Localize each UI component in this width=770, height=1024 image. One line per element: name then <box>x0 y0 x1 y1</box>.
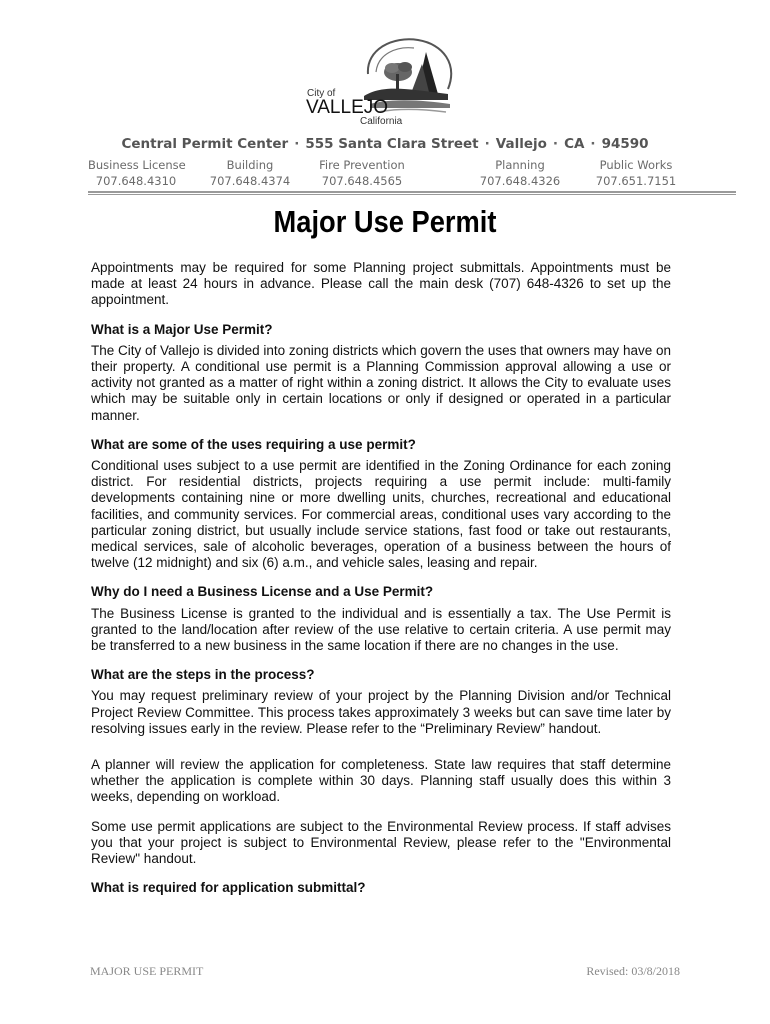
dept-public-works <box>588 157 684 189</box>
dept-phone: 707.648.4565 <box>321 174 403 188</box>
section-heading: What are the steps in the process? <box>91 667 315 683</box>
dept-phone: 707.648.4326 <box>479 174 561 188</box>
section-paragraph: Conditional uses subject to a use permit are identified in the Zoning Ordinance for each zoning district. For residential districts, projects requiring a use permit include: multi-family developments containing nine or more dwelling units, churches, recreational and educational facilities, and community services. For commercial areas, conditional uses vary according to the particular zoning district, but usually include service stations, fast food or take out restaurants, medical services, sale of alcoholic beverages, operation of a business between the hours of twelve (12 midnight) and six (6) a.m., and vehicle sales, leasing and repair. <box>91 458 671 571</box>
intro-paragraph: Appointments may be required for some Planning project submittals. Appointments must be made at least 24 hours in advance. Please call the main desk (707) 648-4326 to set up the appointment. <box>91 260 671 308</box>
separator: · <box>552 136 559 152</box>
separator: · <box>590 136 596 152</box>
dept-phone: 707.648.4310 <box>95 174 177 188</box>
section-paragraph: Some use permit applications are subject to the Environmental Review process. If staff advises you that your project is subject to Environmental Review, please refer to the "Environmental Review" handout. <box>91 818 671 867</box>
dept-business-license <box>88 157 184 189</box>
center-state: CA <box>564 136 585 152</box>
section-heading: What is a Major Use Permit? <box>91 321 273 337</box>
center-name: Central Permit Center <box>121 136 289 152</box>
dept-name: Business License <box>88 158 186 172</box>
header-divider <box>88 191 736 195</box>
section-heading: What are some of the uses requiring a use permit? <box>91 436 416 452</box>
document-title: Major Use Permit <box>273 204 497 239</box>
dept-name: Public Works <box>599 158 673 172</box>
footer-document-name: MAJOR USE PERMIT <box>90 964 204 978</box>
section-heading: Why do I need a Business License and a Use Permit? <box>91 584 434 600</box>
section-paragraph: The City of Vallejo is divided into zoning districts which govern the uses that owners may have on their property. A conditional use permit is a Planning Commission approval allowing a use or activity not granted as a matter of right within a zoning district. It allows the City to evaluate uses which may be suitable only in certain locations or only if designed or operated in a particular manner. <box>91 342 671 423</box>
footer-revised-date: Revised: 03/8/2018 <box>586 964 680 978</box>
separator: · <box>294 136 300 152</box>
dept-building <box>202 157 298 189</box>
dept-fire-prevention <box>312 157 412 189</box>
dept-name: Fire Prevention <box>319 158 405 172</box>
section-paragraph: The Business License is granted to the individual and is essentially a tax. The Use Permit is granted to the land/location after review of the use relative to certain criteria. A use permit may be transferred to a new business in the same location if there are no changes in the use. <box>91 605 671 654</box>
dept-planning <box>472 157 568 189</box>
permit-center-address <box>0 136 770 152</box>
section-heading: What is required for application submittal? <box>91 880 366 896</box>
dept-phone: 707.648.4374 <box>209 174 291 188</box>
center-city: Vallejo <box>495 136 547 152</box>
dept-name: Building <box>226 158 274 172</box>
logo-city-of: City of <box>307 88 336 99</box>
document-body <box>91 260 671 902</box>
section-paragraph: A planner will review the application for completeness. State law requires that staff determine whether the application is complete within 30 days. Planning staff usually does this within 3 weeks, depending on workload. <box>91 757 671 805</box>
dept-phone: 707.651.7151 <box>595 174 677 188</box>
center-address: 555 Santa Clara Street <box>305 136 479 152</box>
logo-vallejo: VALLEJO <box>306 97 389 118</box>
logo-california: California <box>360 116 403 127</box>
section-paragraph: You may request preliminary review of your project by the Planning Division and/or Technical Project Review Committee. This process takes approximately 3 weeks but can save time later by resolving issues early in the review. Please refer to the “Preliminary Review” handout. <box>91 688 671 736</box>
dept-name: Planning <box>495 158 545 172</box>
center-zip: 94590 <box>601 136 649 152</box>
separator: · <box>484 136 490 152</box>
